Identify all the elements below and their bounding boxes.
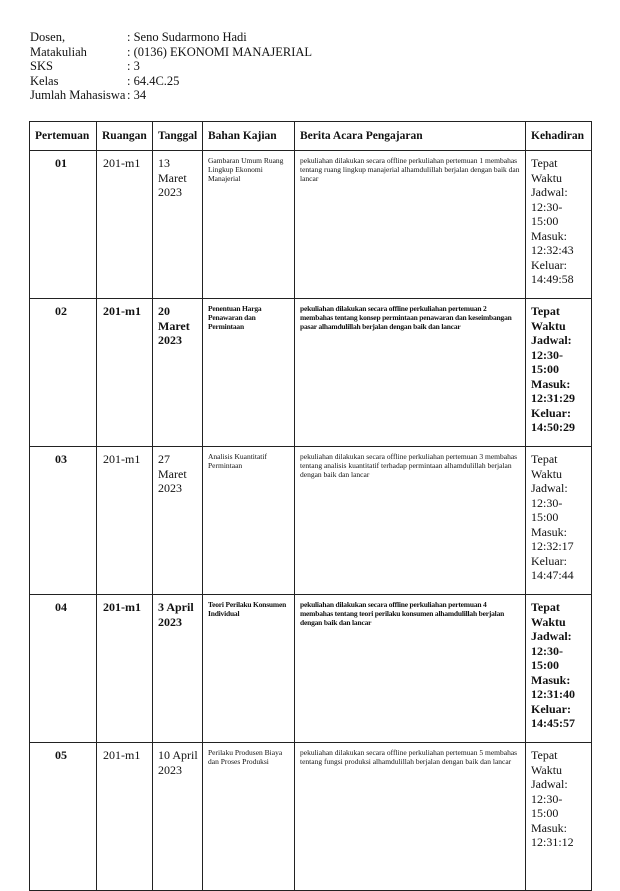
kehadiran-line: Tepat [531,304,560,318]
kehadiran-line: Keluar: [531,257,567,272]
cell-berita-acara: pekuliahan dilakukan secara offline perkuliahan pertemuan 1 membahas tentang ruang lingkup manajerial alhamdulillah berjalan dengan baik dan lancar [295,151,526,299]
kehadiran-line: 15:00 [531,806,559,820]
info-label: Dosen, [30,30,66,44]
kehadiran-line: Jadwal: [531,629,572,643]
info-value: : 64.4C.25 [127,73,180,88]
kehadiran-line: Masuk: [531,672,571,687]
cell-bahan-kajian: Analisis Kuantitatif Permintaan [203,447,295,595]
kehadiran-line: 12:32:43 [531,243,574,257]
kehadiran-line: Keluar: [531,405,571,420]
kehadiran-line: Tepat [531,748,558,762]
kehadiran-line: 14:47:44 [531,568,574,582]
kehadiran-line: Waktu [531,466,563,481]
info-value: : Seno Sudarmono Hadi [127,30,247,44]
info-label: SKS [30,59,53,74]
info-label: Kelas [30,73,59,88]
kehadiran-line: 12:30- [531,347,563,362]
kehadiran-line: Masuk: [531,524,567,539]
kehadiran-line: Jadwal: [531,481,568,495]
kehadiran-line: Masuk: [531,820,567,835]
kehadiran-line: 12:31:29 [531,391,575,405]
kehadiran-line: Masuk: [531,376,571,391]
kehadiran-line: 12:30- [531,199,563,214]
kehadiran-line: 12:30- [531,495,563,510]
kehadiran-line: 15:00 [531,658,559,672]
cell-berita-acara: pekuliahan dilakukan secara offline perkuliahan pertemuan 3 membahas tentang analisis kuantitatif terhadap permintaan alhamdulillah berjalan dengan baik dan lancar [295,447,526,595]
info-row-matakuliah [30,45,312,60]
cell-kehadiran [526,151,592,299]
cell-bahan-kajian: Teori Perilaku Konsumen Individual [203,595,295,743]
cell-bahan-kajian: Penentuan Harga Penawaran dan Permintaan [203,299,295,447]
header-ruangan: Ruangan [97,122,153,151]
cell-ruangan: 201-m1 [97,151,153,299]
header-tanggal: Tanggal [153,122,203,151]
table-row [30,447,592,595]
cell-tanggal: 3 April 2023 [153,595,203,743]
info-row-jumlah-mahasiswa [30,88,312,103]
info-value: : 3 [127,59,140,74]
kehadiran-line: Masuk: [531,228,567,243]
kehadiran-line: 12:32:17 [531,539,574,553]
table-header-row [30,122,592,151]
kehadiran-line: 14:50:29 [531,420,575,434]
table-row [30,151,592,299]
cell-ruangan: 201-m1 [97,743,153,891]
cell-tanggal: 27 Maret 2023 [153,447,203,595]
cell-kehadiran [526,595,592,743]
kehadiran-line: Jadwal: [531,333,572,347]
table-row [30,595,592,743]
cell-pertemuan: 05 [30,743,97,891]
cell-berita-acara: pekuliahan dilakukan secara offline perkuliahan pertemuan 2 membahas tentang konsep permintaan penawaran dan keseimbangan pasar alhamdulillah berjalan dengan baik dan lancar [295,299,526,447]
kehadiran-line: Waktu [531,614,566,629]
kehadiran-line: Jadwal: [531,777,568,791]
kehadiran-line: Tepat [531,156,558,170]
cell-ruangan: 201-m1 [97,595,153,743]
info-row-dosen [30,30,312,45]
cell-bahan-kajian: Gambaran Umum Ruang Lingkup Ekonomi Manajerial [203,151,295,299]
kehadiran-line: 15:00 [531,510,559,524]
cell-tanggal: 20 Maret 2023 [153,299,203,447]
info-value: : 34 [127,88,147,103]
info-value: : (0136) EKONOMI MANAJERIAL [127,44,313,59]
cell-kehadiran [526,743,592,891]
info-label: Matakuliah [30,44,87,59]
cell-kehadiran [526,447,592,595]
cell-pertemuan: 01 [30,151,97,299]
kehadiran-line: 14:45:57 [531,716,575,730]
kehadiran-line: Jadwal: [531,185,568,199]
kehadiran-line: Waktu [531,318,566,333]
cell-ruangan: 201-m1 [97,447,153,595]
course-info [30,30,312,103]
cell-tanggal: 13 Maret 2023 [153,151,203,299]
cell-pertemuan: 02 [30,299,97,447]
header-berita-acara: Berita Acara Pengajaran [295,122,526,151]
cell-bahan-kajian: Perilaku Produsen Biaya dan Proses Produksi [203,743,295,891]
cell-kehadiran [526,299,592,447]
kehadiran-line: 12:30- [531,643,563,658]
kehadiran-line: Tepat [531,452,558,466]
attendance-table [29,121,592,891]
kehadiran-line: Waktu [531,762,563,777]
kehadiran-line: Tepat [531,600,560,614]
kehadiran-line: 12:31:12 [531,835,574,849]
info-row-sks [30,59,312,74]
header-pertemuan: Pertemuan [30,122,97,151]
cell-berita-acara: pekuliahan dilakukan secara offline perkuliahan pertemuan 4 membahas tentang teori perilaku konsumen alhamdulillah berjalan dengan baik dan lancar [295,595,526,743]
cell-pertemuan: 03 [30,447,97,595]
header-kehadiran: Kehadiran [526,122,592,151]
kehadiran-line: 12:30- [531,791,563,806]
kehadiran-line: Keluar: [531,553,567,568]
attendance-table-wrapper [29,121,591,849]
kehadiran-line: 15:00 [531,362,559,376]
kehadiran-line: 12:31:40 [531,687,575,701]
kehadiran-line: 14:49:58 [531,272,574,286]
header-bahan-kajian: Bahan Kajian [203,122,295,151]
cell-ruangan: 201-m1 [97,299,153,447]
kehadiran-line: Keluar: [531,701,571,716]
kehadiran-line: Waktu [531,170,563,185]
cell-tanggal: 10 April 2023 [153,743,203,891]
table-row [30,299,592,447]
info-label: Jumlah Mahasiswa [30,88,126,103]
info-row-kelas [30,74,312,89]
cell-pertemuan: 04 [30,595,97,743]
table-row [30,743,592,891]
kehadiran-line: 15:00 [531,214,559,228]
cell-berita-acara: pekuliahan dilakukan secara offline perkuliahan pertemuan 5 membahas tentang fungsi produksi alhamdulillah berjalan dengan baik dan lancar [295,743,526,891]
